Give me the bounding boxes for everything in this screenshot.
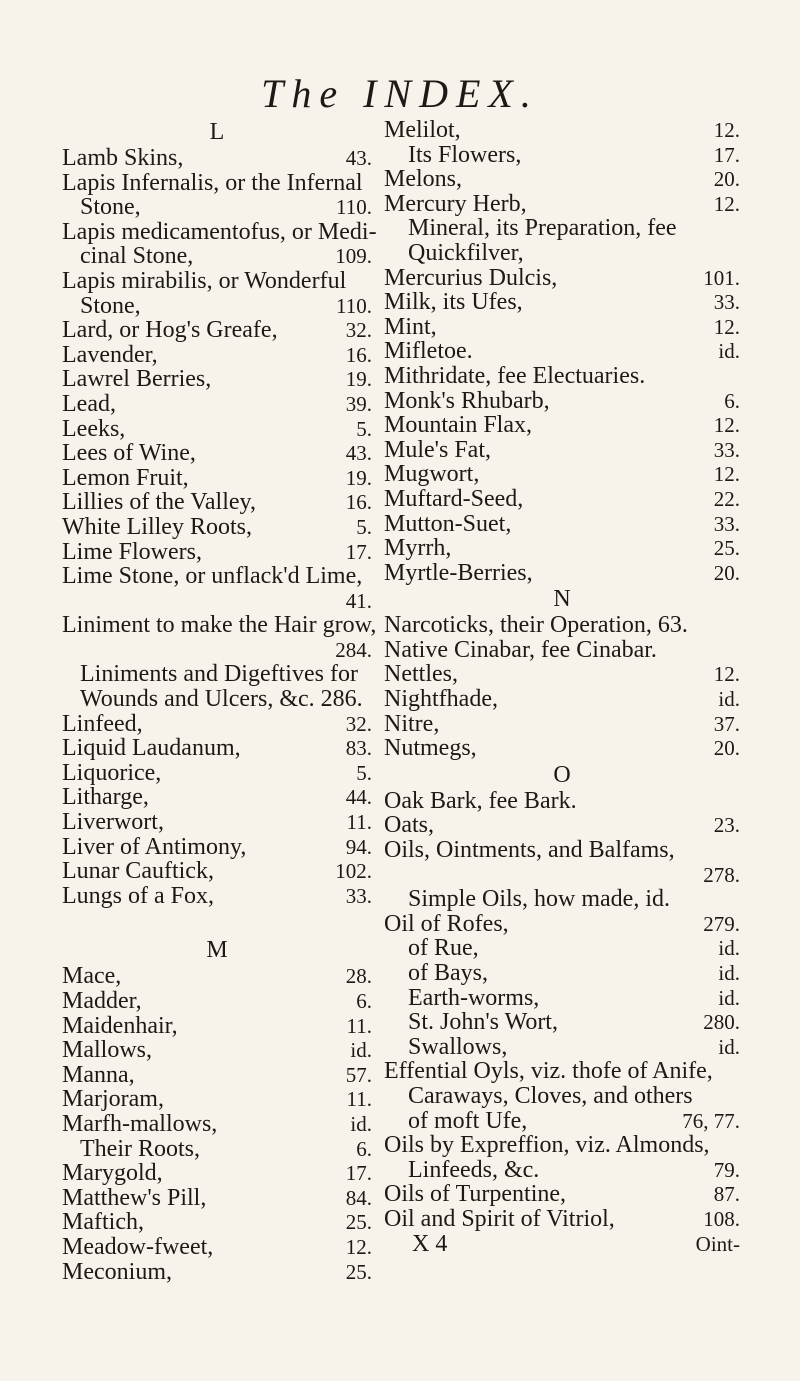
entry-page-number: 110.: [336, 293, 372, 318]
index-entry: [384, 936, 740, 961]
entry-text: Oils, Ointments, and Balfams,: [384, 837, 675, 864]
entry-text: Oils of Turpentine,: [384, 1181, 567, 1208]
entry-text: Lard, or Hog's Greafe,: [62, 317, 278, 344]
entry-page-number: 43.: [345, 441, 372, 466]
entry-text: Simple Oils, how made, id.: [408, 886, 670, 913]
section-letter-n: N: [553, 586, 571, 613]
entry-text: Nitre,: [384, 710, 440, 737]
entry-text: St. John's Wort,: [408, 1009, 558, 1036]
index-entry: [384, 912, 740, 937]
index-entry: [62, 1112, 372, 1137]
index-entry: [62, 964, 372, 989]
entry-text: Marjoram,: [62, 1086, 164, 1113]
entry-text: Lamb Skins,: [62, 145, 184, 171]
section-letter-o: O: [553, 761, 571, 788]
index-entry: [62, 638, 372, 663]
entry-page-number: 33.: [713, 511, 740, 536]
entry-text: Mountain Flax,: [384, 412, 532, 439]
index-entry: [62, 835, 372, 860]
index-entry: [62, 736, 372, 761]
entry-text: Oil and Spirit of Vitriol,: [384, 1205, 615, 1232]
index-entry: [384, 1182, 740, 1207]
entry-page-number: 11.: [346, 1087, 372, 1112]
entry-text: Muftard-Seed,: [384, 485, 524, 512]
entry-text: Monk's Rhubarb,: [384, 387, 550, 414]
entry-text: Their Roots,: [80, 1135, 200, 1162]
index-entry: [384, 712, 740, 737]
entry-text: Oak Bark, fee Bark.: [384, 787, 577, 814]
entry-page-number: 5.: [356, 760, 372, 785]
index-entry: [384, 613, 740, 638]
entry-page-number: 33.: [713, 290, 740, 315]
index-entry: [384, 638, 740, 663]
entry-text: Earth-worms,: [408, 984, 540, 1011]
entry-page-number: 5.: [356, 416, 372, 441]
entry-page-number: 102.: [335, 859, 372, 884]
index-entry: [62, 367, 372, 392]
entry-page-number: 12.: [713, 462, 740, 487]
entry-text: Mercurius Dulcis,: [384, 264, 558, 291]
entry-text: Lapis Infernalis, or the Infernal: [62, 169, 363, 196]
entry-text: Oils by Expreffion, viz. Almonds,: [384, 1132, 710, 1159]
index-entry: [384, 813, 740, 838]
entry-text: Lapis mirabilis, or Wonderful: [62, 267, 347, 294]
index-entry: [62, 515, 372, 540]
entry-page-number: 87.: [713, 1182, 740, 1207]
entry-text: Melons,: [384, 166, 462, 193]
index-entry: [62, 761, 372, 786]
entry-text: Mint,: [384, 313, 437, 340]
entry-text: Litharge,: [62, 784, 149, 811]
entry-text: Maidenhair,: [62, 1012, 178, 1039]
index-entry: [62, 490, 372, 515]
entry-page-number: 109.: [335, 244, 372, 269]
entry-text: Mercury Herb,: [384, 190, 527, 217]
entry-page-number: 32.: [345, 711, 372, 736]
entry-page-number: 12.: [345, 1234, 372, 1259]
index-entry: [62, 343, 372, 368]
entry-text: Lemon Fruit,: [62, 464, 189, 491]
index-entry: [62, 989, 372, 1014]
index-entry: [384, 838, 740, 863]
entry-page-number: 23.: [713, 813, 740, 838]
entry-page-number: 5.: [356, 514, 372, 539]
index-entry: [62, 662, 372, 687]
entry-text: White Lilley Roots,: [62, 513, 252, 540]
entry-text: Liverwort,: [62, 809, 164, 836]
entry-text: Marygold,: [62, 1160, 163, 1187]
entry-text: Stone,: [80, 194, 141, 221]
entry-page-number: 17.: [345, 539, 372, 564]
entries-l: [62, 145, 377, 909]
index-entry: [384, 1133, 740, 1158]
entry-text: Nightfhade,: [384, 686, 498, 713]
entry-page-number: 17.: [345, 1161, 372, 1186]
index-entry: [384, 789, 740, 814]
entry-text: Mallows,: [62, 1037, 152, 1064]
entry-page-number: 20.: [713, 167, 740, 192]
entry-text: Manna,: [62, 1061, 135, 1088]
entry-page-number: 32.: [345, 318, 372, 343]
index-entry: [384, 413, 740, 438]
index-entry: [62, 810, 372, 835]
footer-line: [384, 1232, 740, 1257]
entry-page-number: id.: [718, 687, 740, 712]
entry-page-number: 39.: [345, 391, 372, 416]
entry-text: Wounds and Ulcers, &c. 286.: [80, 686, 363, 713]
entry-page-number: id.: [350, 1111, 372, 1136]
index-entry: [384, 986, 740, 1011]
entry-text: Mutton-Suet,: [384, 510, 512, 537]
entry-page-number: 280.: [703, 1010, 740, 1035]
index-entry: [384, 1035, 740, 1060]
index-entry: [384, 462, 740, 487]
index-entry: [384, 241, 740, 266]
entries-m-continued: [384, 118, 740, 585]
entry-text: Liniment to make the Hair grow,: [62, 612, 377, 639]
entry-page-number: 84.: [345, 1185, 372, 1210]
entry-text: Myrtle-Berries,: [384, 559, 533, 586]
entry-text: Leeks,: [62, 415, 126, 442]
entry-text: Lapis medicamentofus, or Medi-: [62, 218, 377, 245]
index-entry: [384, 1010, 740, 1035]
entry-text: Its Flowers,: [408, 141, 522, 168]
entry-text: Stone,: [80, 292, 141, 319]
index-entry: [62, 1161, 372, 1186]
entry-text: Oil of Rofes,: [384, 910, 509, 937]
section-gap: [62, 908, 372, 936]
running-head: The INDEX.: [261, 71, 539, 116]
entry-page-number: 19.: [345, 367, 372, 392]
index-entry: [384, 118, 740, 143]
entry-text: of Rue,: [408, 935, 479, 962]
entry-text: Swallows,: [408, 1033, 508, 1060]
entry-text: Lawrel Berries,: [62, 366, 212, 393]
index-entry: [384, 863, 740, 888]
index-entry: [62, 859, 372, 884]
entry-text: Mugwort,: [384, 461, 480, 488]
index-entry: [384, 438, 740, 463]
entry-text: Maftich,: [62, 1209, 144, 1236]
index-entry: [62, 269, 372, 294]
index-entry: [384, 1207, 740, 1232]
index-entry: [384, 687, 740, 712]
entry-page-number: 6.: [356, 989, 372, 1013]
index-entry: [62, 466, 372, 491]
entry-text: Liquorice,: [62, 759, 162, 786]
entry-page-number: 25.: [345, 1210, 372, 1235]
entry-page-number: 12.: [713, 413, 740, 438]
index-entry: [62, 195, 372, 220]
entry-text: Mithridate, fee Electuaries.: [384, 362, 646, 389]
entry-page-number: 16.: [345, 490, 372, 515]
entry-page-number: 12.: [713, 191, 740, 216]
entries-m: [62, 964, 372, 1284]
entry-text: of Bays,: [408, 960, 488, 986]
index-entry: [384, 961, 740, 986]
entry-text: Lunar Cauftick,: [62, 858, 214, 885]
index-entry: [384, 1158, 740, 1183]
entry-page-number: 22.: [713, 486, 740, 511]
index-entry: [62, 1260, 372, 1285]
entry-text: Meconium,: [62, 1258, 172, 1285]
entry-page-number: 28.: [345, 964, 372, 989]
index-entry: [62, 441, 372, 466]
left-column: [62, 118, 377, 1285]
index-entry: [384, 1084, 740, 1109]
entry-text: Oats,: [384, 812, 434, 839]
catchword: Oint-: [695, 1231, 740, 1256]
entry-text: Mule's Fat,: [384, 436, 491, 463]
entry-page-number: 37.: [713, 711, 740, 736]
entry-page-number: id.: [718, 985, 740, 1010]
index-entry: [62, 687, 372, 712]
entry-text: Lees of Wine,: [62, 440, 196, 467]
index-entry: [62, 1014, 372, 1039]
entry-text: Meadow-fweet,: [62, 1233, 214, 1260]
entry-page-number: 101.: [703, 265, 740, 290]
entry-text: Matthew's Pill,: [62, 1184, 207, 1211]
entry-page-number: 12.: [713, 662, 740, 687]
entry-page-number: id.: [350, 1038, 372, 1063]
entry-page-number: 20.: [713, 560, 740, 585]
entry-page-number: 43.: [345, 146, 372, 170]
entry-page-number: 33.: [345, 883, 372, 908]
section-letter-l: L: [209, 119, 225, 145]
entry-text: Native Cinabar, fee Cinabar.: [384, 636, 657, 663]
index-entry: [62, 1063, 372, 1088]
entry-text: Linfeeds, &c.: [408, 1156, 540, 1183]
entry-page-number: 11.: [346, 1013, 372, 1038]
index-entry: [384, 167, 740, 192]
entry-page-number: 33.: [713, 437, 740, 462]
entry-page-number: 25.: [713, 536, 740, 561]
index-entry: [62, 1137, 372, 1162]
index-entry: [62, 417, 372, 442]
entry-page-number: 12.: [713, 118, 740, 142]
entry-page-number: 19.: [345, 465, 372, 490]
entry-text: Linfeed,: [62, 710, 143, 737]
entry-text: Narcoticks, their Operation, 63.: [384, 612, 688, 639]
entry-page-number: 6.: [724, 388, 740, 413]
index-entry: [384, 487, 740, 512]
index-entry: [62, 218, 377, 245]
entry-page-number: id.: [718, 936, 740, 961]
entry-text: Caraways, Cloves, and others: [408, 1082, 693, 1109]
entry-page-number: 284.: [335, 637, 372, 662]
entry-page-number: id.: [718, 1034, 740, 1059]
index-entry: [62, 392, 372, 417]
index-entry: [384, 266, 740, 291]
entry-text: Myrrh,: [384, 535, 452, 562]
entry-page-number: 20.: [713, 736, 740, 761]
index-entry: [62, 785, 372, 810]
entry-text: Lillies of the Valley,: [62, 489, 256, 516]
entry-page-number: 44.: [345, 785, 372, 810]
index-entry: [384, 216, 740, 241]
entries-o: [384, 789, 740, 1232]
entry-text: Quickfilver,: [408, 239, 524, 266]
entry-text: Mace,: [62, 963, 122, 990]
index-entry: [384, 364, 740, 389]
index-entry: [62, 1235, 372, 1260]
index-entry: [62, 171, 372, 196]
index-entry: [384, 536, 740, 561]
index-entry: [384, 1109, 740, 1134]
entry-text: Lime Flowers,: [62, 538, 202, 565]
entry-page-number: 6.: [356, 1136, 372, 1161]
entry-text: Nutmegs,: [384, 735, 477, 762]
entry-text: Effential Oyls, viz. thofe of Anife,: [384, 1058, 713, 1085]
entry-text: Melilot,: [384, 117, 461, 143]
index-entry: [62, 1087, 372, 1112]
index-entry: [62, 146, 372, 171]
index-entry: [384, 736, 740, 761]
index-entry: [384, 561, 740, 586]
entry-page-number: 278.: [703, 862, 740, 887]
index-entry: [62, 294, 372, 319]
index-entry: [384, 143, 740, 168]
entry-text: Liver of Antimony,: [62, 833, 247, 860]
entry-page-number: 41.: [345, 588, 372, 613]
entry-page-number: 57.: [345, 1062, 372, 1087]
index-entry: [62, 540, 372, 565]
index-entry: [62, 318, 372, 343]
section-letter-m: M: [206, 937, 228, 964]
index-entry: [62, 589, 372, 614]
right-column: [384, 118, 740, 1256]
entry-text: Lavender,: [62, 341, 158, 368]
entry-page-number: 25.: [345, 1259, 372, 1284]
index-entry: [384, 290, 740, 315]
index-entry: [62, 612, 377, 639]
index-entry: [62, 1210, 372, 1235]
entry-text: Madder,: [62, 988, 142, 1014]
index-entry: [384, 192, 740, 217]
index-entry: [62, 884, 372, 909]
entry-page-number: 11.: [346, 810, 372, 835]
entry-page-number: 279.: [703, 911, 740, 936]
entry-text: of moft Ufe,: [408, 1107, 528, 1134]
entry-page-number: 16.: [345, 342, 372, 367]
index-entry: [62, 564, 372, 589]
index-entry: [384, 512, 740, 537]
index-entry: [384, 662, 740, 687]
entry-text: Liniments and Digeftives for: [80, 661, 358, 688]
entry-text: Lead,: [62, 390, 116, 417]
index-entry: [384, 1059, 740, 1084]
index-entry: [62, 244, 372, 269]
index-entry: [384, 315, 740, 340]
entry-page-number: 110.: [336, 195, 372, 220]
entry-page-number: 108.: [703, 1206, 740, 1231]
index-entry: [384, 339, 740, 364]
entry-page-number: 76, 77.: [682, 1108, 740, 1133]
entry-page-number: id.: [718, 961, 740, 985]
index-entry: [62, 1038, 372, 1063]
entry-text: Lungs of a Fox,: [62, 882, 214, 909]
index-entry: [62, 712, 372, 737]
entry-page-number: id.: [718, 339, 740, 364]
entry-page-number: 94.: [345, 834, 372, 859]
entry-text: Nettles,: [384, 661, 458, 688]
index-entry: [384, 887, 740, 912]
entry-page-number: 79.: [713, 1157, 740, 1182]
entry-text: Lime Stone, or unflack'd Lime,: [62, 563, 363, 590]
entry-page-number: 17.: [713, 142, 740, 167]
index-entry: [62, 1186, 372, 1211]
entry-text: cinal Stone,: [80, 243, 194, 270]
index-entry: [384, 389, 740, 414]
entry-text: Mifletoe.: [384, 338, 473, 365]
entry-text: Marfh-mallows,: [62, 1110, 218, 1137]
entry-text: Milk, its Ufes,: [384, 289, 523, 316]
entry-page-number: 83.: [345, 736, 372, 761]
entry-text: Liquid Laudanum,: [62, 735, 241, 762]
signature-mark: X 4: [412, 1230, 448, 1257]
entry-page-number: 12.: [713, 314, 740, 339]
entry-text: Mineral, its Preparation, fee: [408, 215, 677, 242]
entries-n: [384, 613, 740, 761]
